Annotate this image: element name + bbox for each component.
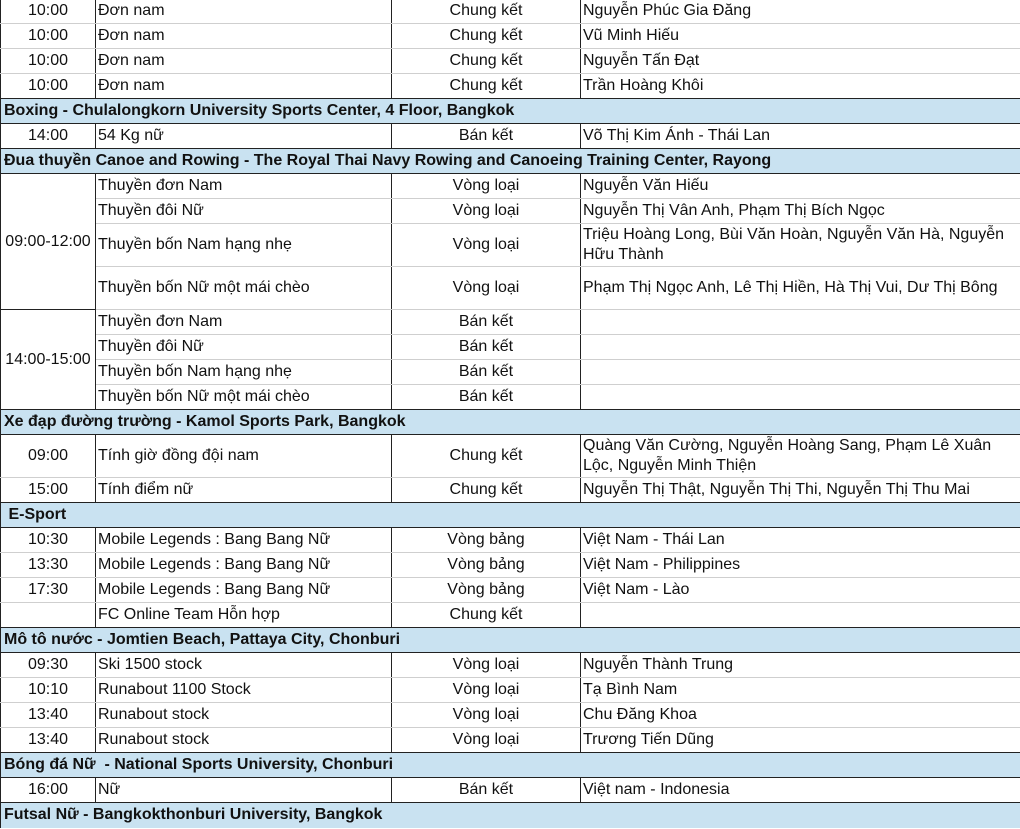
section-header-esport bbox=[1, 503, 1020, 528]
event-cell: Thuyền đôi Nữ bbox=[96, 335, 392, 360]
athletes-cell bbox=[581, 360, 1020, 385]
event-cell: FC Online Team Hỗn hợp bbox=[96, 603, 392, 628]
event-cell: Đơn nam bbox=[96, 74, 392, 99]
round-cell: Vòng bảng bbox=[392, 578, 581, 603]
event-cell: Đơn nam bbox=[96, 49, 392, 74]
table-row bbox=[1, 578, 1020, 603]
athletes-cell: Nguyễn Văn Hiếu bbox=[581, 174, 1020, 199]
time-cell: 15:00 bbox=[1, 478, 96, 503]
round-cell: Chung kết bbox=[392, 603, 581, 628]
athletes-cell bbox=[581, 603, 1020, 628]
section-header-futsal bbox=[1, 803, 1020, 828]
round-cell: Bán kết bbox=[392, 360, 581, 385]
section-title: E-Sport bbox=[1, 503, 1020, 528]
section-header-womens-football bbox=[1, 753, 1020, 778]
athletes-cell: Nguyễn Thị Thật, Nguyễn Thị Thi, Nguyễn Thị Thu Mai bbox=[581, 478, 1020, 503]
event-cell: Runabout 1100 Stock bbox=[96, 678, 392, 703]
section-header-cycling bbox=[1, 410, 1020, 435]
time-cell: 09:30 bbox=[1, 653, 96, 678]
table-row bbox=[1, 778, 1020, 803]
time-cell: 10:00 bbox=[1, 24, 96, 49]
round-cell: Vòng loại bbox=[392, 267, 581, 310]
event-cell: Runabout stock bbox=[96, 703, 392, 728]
round-cell: Vòng loại bbox=[392, 199, 581, 224]
table-row bbox=[1, 360, 1020, 385]
table-row bbox=[1, 603, 1020, 628]
table-row bbox=[1, 728, 1020, 753]
round-cell: Chung kết bbox=[392, 435, 581, 478]
time-cell: 14:00-15:00 bbox=[1, 310, 96, 410]
table-row bbox=[1, 478, 1020, 503]
round-cell: Chung kết bbox=[392, 24, 581, 49]
table-row bbox=[1, 703, 1020, 728]
event-cell: Thuyền đơn Nam bbox=[96, 310, 392, 335]
table-row bbox=[1, 224, 1020, 267]
event-cell: Mobile Legends : Bang Bang Nữ bbox=[96, 553, 392, 578]
round-cell: Bán kết bbox=[392, 335, 581, 360]
section-title: Boxing - Chulalongkorn University Sports Center, 4 Floor, Bangkok bbox=[1, 99, 1020, 124]
athletes-cell: Nguyễn Tấn Đạt bbox=[581, 49, 1020, 74]
time-cell: 10:00 bbox=[1, 74, 96, 99]
athletes-cell: Quàng Văn Cường, Nguyễn Hoàng Sang, Phạm Lê Xuân Lộc, Nguyễn Minh Thiện bbox=[581, 435, 1020, 478]
athletes-cell: Nguyễn Phúc Gia Đăng bbox=[581, 0, 1020, 24]
athletes-cell: Tạ Bình Nam bbox=[581, 678, 1020, 703]
section-title: Futsal Nữ - Bangkokthonburi University, Bangkok bbox=[1, 803, 1020, 828]
event-cell: Runabout stock bbox=[96, 728, 392, 753]
section-title: Mô tô nước - Jomtien Beach, Pattaya City, Chonburi bbox=[1, 628, 1020, 653]
event-cell: Thuyền bốn Nam hạng nhẹ bbox=[96, 224, 392, 267]
table-row bbox=[1, 678, 1020, 703]
athletes-cell: Võ Thị Kim Ánh - Thái Lan bbox=[581, 124, 1020, 149]
round-cell: Vòng loại bbox=[392, 174, 581, 199]
athletes-cell: Phạm Thị Ngọc Anh, Lê Thị Hiền, Hà Thị Vui, Dư Thị Bông bbox=[581, 267, 1020, 310]
table-row bbox=[1, 553, 1020, 578]
round-cell: Vòng loại bbox=[392, 653, 581, 678]
round-cell: Bán kết bbox=[392, 310, 581, 335]
event-cell: 54 Kg nữ bbox=[96, 124, 392, 149]
round-cell: Vòng loại bbox=[392, 224, 581, 267]
event-cell: Mobile Legends : Bang Bang Nữ bbox=[96, 528, 392, 553]
event-cell: Đơn nam bbox=[96, 24, 392, 49]
round-cell: Vòng loại bbox=[392, 703, 581, 728]
athletes-cell: Triệu Hoàng Long, Bùi Văn Hoàn, Nguyễn Văn Hà, Nguyễn Hữu Thành bbox=[581, 224, 1020, 267]
event-cell: Tính giờ đồng đội nam bbox=[96, 435, 392, 478]
time-cell: 10:30 bbox=[1, 528, 96, 553]
round-cell: Vòng loại bbox=[392, 728, 581, 753]
round-cell: Vòng bảng bbox=[392, 553, 581, 578]
table-row bbox=[1, 528, 1020, 553]
athletes-cell bbox=[581, 310, 1020, 335]
athletes-cell: Việt Nam - Thái Lan bbox=[581, 528, 1020, 553]
section-title: Bóng đá Nữ - National Sports University, Chonburi bbox=[1, 753, 1020, 778]
time-cell: 10:00 bbox=[1, 0, 96, 24]
time-cell: 13:30 bbox=[1, 553, 96, 578]
round-cell: Chung kết bbox=[392, 74, 581, 99]
time-cell: 10:10 bbox=[1, 678, 96, 703]
athletes-cell: Việt Nam - Philippines bbox=[581, 553, 1020, 578]
round-cell: Vòng bảng bbox=[392, 528, 581, 553]
event-cell: Tính điểm nữ bbox=[96, 478, 392, 503]
time-cell: 10:00 bbox=[1, 49, 96, 74]
event-cell: Ski 1500 stock bbox=[96, 653, 392, 678]
time-cell bbox=[1, 603, 96, 628]
table-row bbox=[1, 49, 1020, 74]
time-cell: 16:00 bbox=[1, 778, 96, 803]
round-cell: Bán kết bbox=[392, 778, 581, 803]
event-cell: Đơn nam bbox=[96, 0, 392, 24]
section-title: Xe đạp đường trường - Kamol Sports Park, Bangkok bbox=[1, 410, 1020, 435]
time-cell: 14:00 bbox=[1, 124, 96, 149]
athletes-cell: Việt Nam - Lào bbox=[581, 578, 1020, 603]
event-cell: Thuyền đôi Nữ bbox=[96, 199, 392, 224]
table-row bbox=[1, 24, 1020, 49]
time-cell: 17:30 bbox=[1, 578, 96, 603]
round-cell: Chung kết bbox=[392, 49, 581, 74]
table-row bbox=[1, 653, 1020, 678]
time-cell: 13:40 bbox=[1, 728, 96, 753]
athletes-cell: Chu Đăng Khoa bbox=[581, 703, 1020, 728]
athletes-cell: Vũ Minh Hiếu bbox=[581, 24, 1020, 49]
table-row bbox=[1, 310, 1020, 335]
table-row bbox=[1, 174, 1020, 199]
table-row bbox=[1, 385, 1020, 410]
athletes-cell bbox=[581, 385, 1020, 410]
event-cell: Thuyền đơn Nam bbox=[96, 174, 392, 199]
table-row bbox=[1, 267, 1020, 310]
round-cell: Chung kết bbox=[392, 478, 581, 503]
athletes-cell: Nguyễn Thị Vân Anh, Phạm Thị Bích Ngọc bbox=[581, 199, 1020, 224]
event-cell: Mobile Legends : Bang Bang Nữ bbox=[96, 578, 392, 603]
event-cell: Thuyền bốn Nữ một mái chèo bbox=[96, 385, 392, 410]
event-cell: Thuyền bốn Nam hạng nhẹ bbox=[96, 360, 392, 385]
athletes-cell: Nguyễn Thành Trung bbox=[581, 653, 1020, 678]
athletes-cell bbox=[581, 335, 1020, 360]
section-header-jetski bbox=[1, 628, 1020, 653]
round-cell: Chung kết bbox=[392, 0, 581, 24]
time-cell: 09:00-12:00 bbox=[1, 174, 96, 310]
athletes-cell: Việt nam - Indonesia bbox=[581, 778, 1020, 803]
round-cell: Vòng loại bbox=[392, 678, 581, 703]
section-header-boxing bbox=[1, 99, 1020, 124]
table-row bbox=[1, 335, 1020, 360]
time-cell: 13:40 bbox=[1, 703, 96, 728]
event-cell: Nữ bbox=[96, 778, 392, 803]
table-row bbox=[1, 74, 1020, 99]
round-cell: Bán kết bbox=[392, 385, 581, 410]
table-row bbox=[1, 435, 1020, 478]
table-row bbox=[1, 124, 1020, 149]
section-title: Đua thuyền Canoe and Rowing - The Royal Thai Navy Rowing and Canoeing Training Center, Rayong bbox=[1, 149, 1020, 174]
round-cell: Bán kết bbox=[392, 124, 581, 149]
section-header-rowing bbox=[1, 149, 1020, 174]
table-row bbox=[1, 199, 1020, 224]
event-cell: Thuyền bốn Nữ một mái chèo bbox=[96, 267, 392, 310]
table-row bbox=[1, 0, 1020, 24]
time-cell: 09:00 bbox=[1, 435, 96, 478]
athletes-cell: Trần Hoàng Khôi bbox=[581, 74, 1020, 99]
athletes-cell: Trương Tiến Dũng bbox=[581, 728, 1020, 753]
